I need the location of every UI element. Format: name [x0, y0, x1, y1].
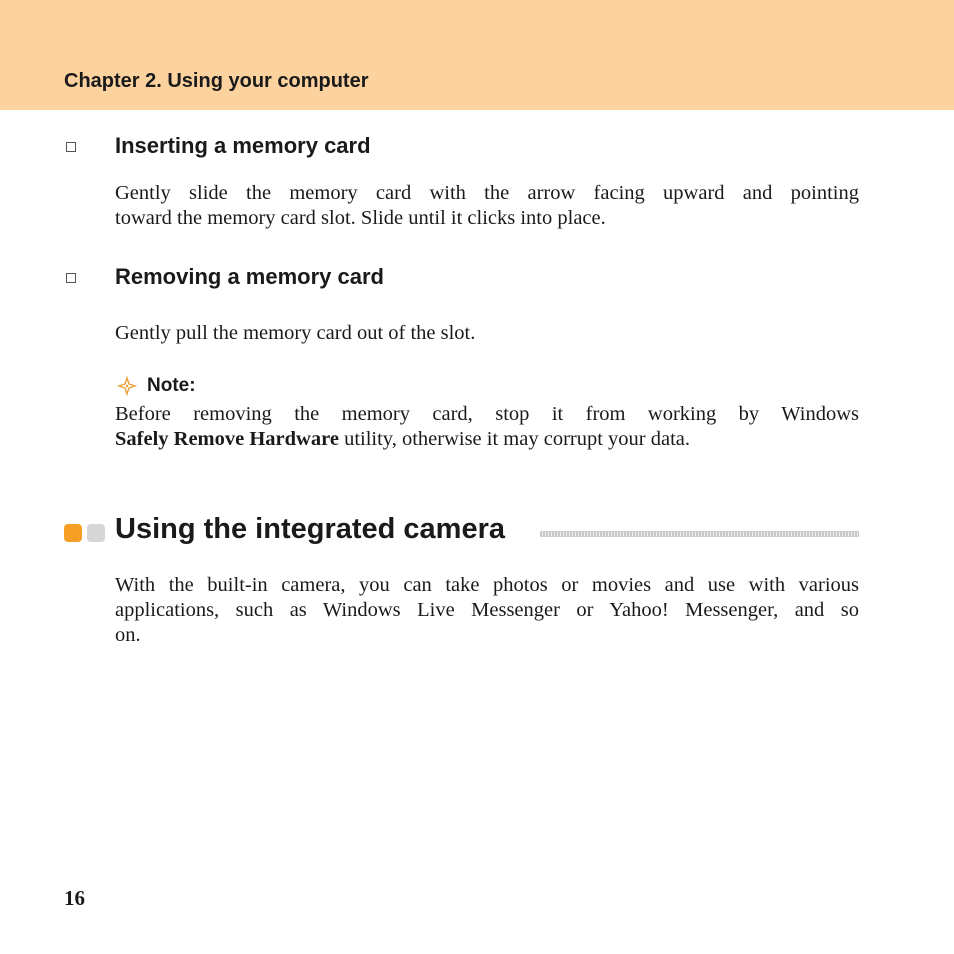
paragraph-camera	[115, 573, 859, 648]
note-body	[115, 402, 859, 452]
note-line	[115, 427, 859, 452]
paragraph-inserting	[115, 181, 859, 231]
note-label: Note:	[147, 375, 196, 396]
paragraph-line: Gently pull the memory card out of the slot.	[115, 322, 476, 344]
paragraph-line: With the built-in camera, you can take photos or movies and use with various	[115, 574, 859, 596]
section-dot-gray-icon	[87, 524, 105, 542]
paragraph-line: applications, such as Windows Live Messenger or Yahoo! Messenger, and so	[115, 599, 859, 621]
square-bullet-icon	[66, 142, 76, 152]
note-emphasis: Safely Remove Hardware	[115, 428, 339, 450]
note-line: Before removing the memory card, stop it from working by Windows	[115, 403, 859, 425]
paragraph-removing	[115, 321, 859, 346]
subheading-inserting: Inserting a memory card	[115, 133, 371, 158]
note-line-rest: utility, otherwise it may corrupt your data.	[338, 428, 691, 450]
section-title-camera: Using the integrated camera	[115, 513, 505, 545]
paragraph-line: Gently slide the memory card with the arrow facing upward and pointing	[115, 182, 859, 204]
page-number: 16	[64, 886, 85, 910]
paragraph-line: on.	[115, 624, 141, 646]
section-rule	[540, 531, 859, 537]
section-dot-orange-icon	[64, 524, 82, 542]
paragraph-line: toward the memory card slot. Slide until it clicks into place.	[115, 207, 606, 229]
chapter-title: Chapter 2. Using your computer	[64, 70, 369, 92]
diamond-sparkle-icon	[117, 376, 137, 396]
square-bullet-icon	[66, 273, 76, 283]
subheading-removing: Removing a memory card	[115, 264, 384, 289]
chapter-header-band	[0, 0, 954, 110]
